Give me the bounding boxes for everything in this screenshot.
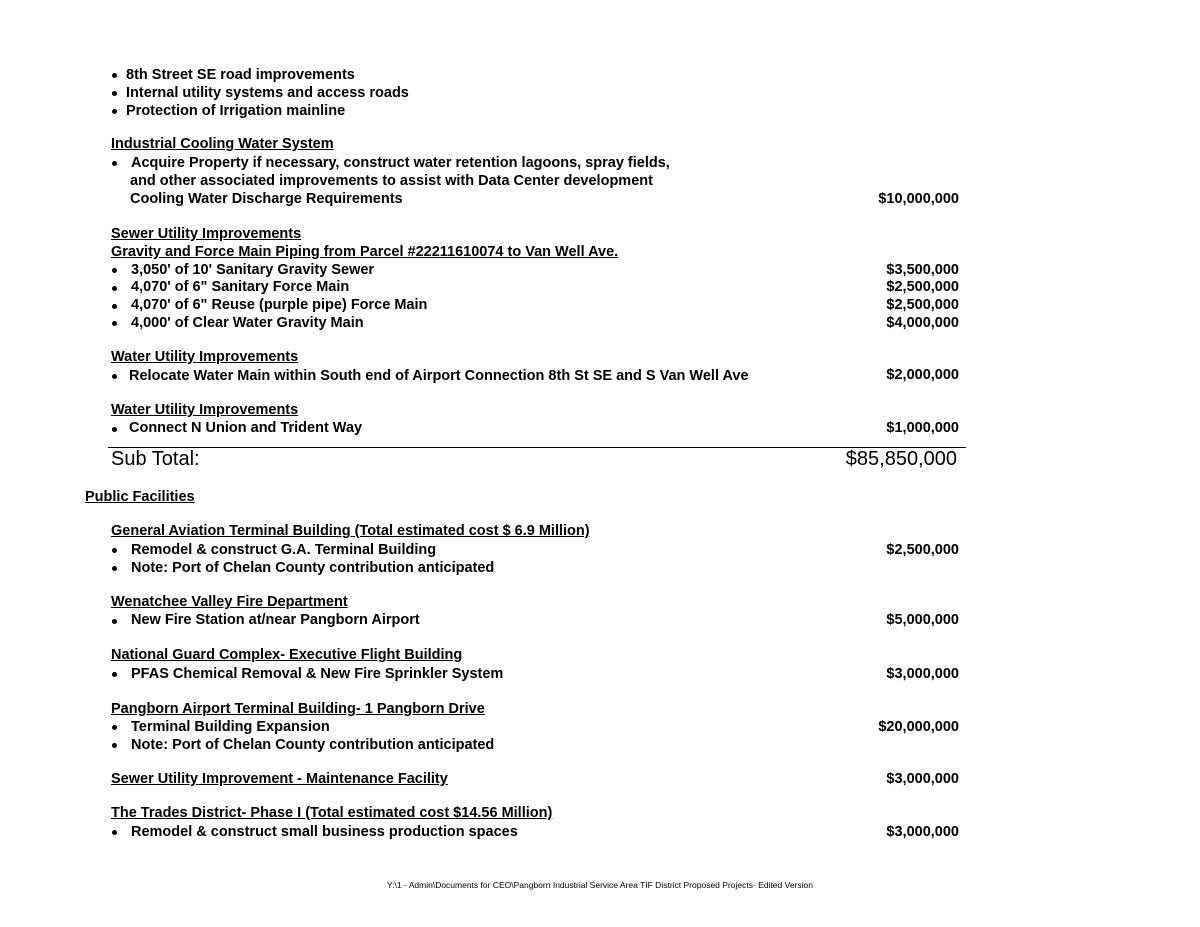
footer-path: Y:\1 - Admin\Documents for CEO\Pangborn Industrial Service Area TIF District Proposed Projects- Edited Version <box>387 880 813 890</box>
section-heading: The Trades District- Phase I (Total estimated cost $14.56 Million) <box>111 805 553 821</box>
bullet-icon <box>112 619 117 624</box>
section-heading: Sewer Utility Improvements <box>111 226 302 242</box>
list-item: PFAS Chemical Removal & New Fire Sprinkler System <box>131 666 504 682</box>
list-item: Remodel & construct G.A. Terminal Building <box>131 542 437 558</box>
list-item: Acquire Property if necessary, construct water retention lagoons, spray fields, <box>131 155 670 171</box>
amount: $3,000,000 <box>886 824 959 840</box>
list-item: 3,050' of 10' Sanitary Gravity Sewer <box>131 262 375 278</box>
section-heading: Sewer Utility Improvement - Maintenance Facility <box>111 771 448 787</box>
amount: $1,000,000 <box>886 420 959 436</box>
subtotal-label: Sub Total: <box>111 448 200 470</box>
amount: $2,500,000 <box>886 297 959 313</box>
amount: $3,000,000 <box>886 666 959 682</box>
amount: $3,500,000 <box>886 262 959 278</box>
list-item: Terminal Building Expansion <box>131 719 330 735</box>
section-subheading: Gravity and Force Main Piping from Parcel #22211610074 to Van Well Ave. <box>111 244 619 260</box>
amount: $2,000,000 <box>886 367 959 383</box>
list-item: Note: Port of Chelan County contribution anticipated <box>131 560 495 576</box>
bullet-icon <box>112 321 117 326</box>
bullet-icon <box>112 566 117 571</box>
amount: $4,000,000 <box>886 315 959 331</box>
section-heading: Public Facilities <box>85 489 195 505</box>
bullet-icon <box>112 91 117 96</box>
subtotal-amount: $85,850,000 <box>845 448 957 470</box>
list-item: Relocate Water Main within South end of Airport Connection 8th St SE and S Van Well Ave <box>129 368 749 384</box>
bullet-icon <box>112 73 117 78</box>
list-item: New Fire Station at/near Pangborn Airport <box>131 612 420 628</box>
bullet-icon <box>112 743 117 748</box>
amount: $5,000,000 <box>886 612 959 628</box>
section-heading: Water Utility Improvements <box>111 402 299 418</box>
list-item: Connect N Union and Trident Way <box>129 420 363 436</box>
list-item: 4,000' of Clear Water Gravity Main <box>131 315 364 331</box>
list-item: Cooling Water Discharge Requirements <box>130 191 403 207</box>
bullet-icon <box>112 304 117 309</box>
amount: $20,000,000 <box>878 719 959 735</box>
amount: $3,000,000 <box>886 771 959 787</box>
bullet-icon <box>112 268 117 273</box>
list-item: Protection of Irrigation mainline <box>126 103 346 119</box>
bullet-icon <box>112 830 117 835</box>
list-item: Remodel & construct small business production spaces <box>131 824 518 840</box>
amount: $2,500,000 <box>886 542 959 558</box>
bullet-icon <box>112 161 117 166</box>
section-heading: National Guard Complex- Executive Flight Building <box>111 647 463 663</box>
list-item: 8th Street SE road improvements <box>126 67 355 83</box>
section-heading: Wenatchee Valley Fire Department <box>111 594 348 610</box>
bullet-icon <box>112 548 117 553</box>
bullet-icon <box>112 374 117 379</box>
section-heading: General Aviation Terminal Building (Total estimated cost $ 6.9 Million) <box>111 523 590 539</box>
divider <box>108 447 966 448</box>
section-heading: Industrial Cooling Water System <box>111 136 334 152</box>
list-item: 4,070' of 6" Reuse (purple pipe) Force Main <box>131 297 428 313</box>
list-item: 4,070' of 6" Sanitary Force Main <box>131 279 350 295</box>
section-heading: Pangborn Airport Terminal Building- 1 Pangborn Drive <box>111 701 485 717</box>
bullet-icon <box>112 286 117 291</box>
bullet-icon <box>112 109 117 114</box>
section-heading: Water Utility Improvements <box>111 349 299 365</box>
list-item: Internal utility systems and access roads <box>126 85 409 101</box>
amount: $10,000,000 <box>878 191 959 207</box>
amount: $2,500,000 <box>886 279 959 295</box>
bullet-icon <box>112 725 117 730</box>
bullet-icon <box>112 427 117 432</box>
bullet-icon <box>112 672 117 677</box>
list-item: and other associated improvements to assist with Data Center development <box>130 173 653 189</box>
list-item: Note: Port of Chelan County contribution anticipated <box>131 737 495 753</box>
